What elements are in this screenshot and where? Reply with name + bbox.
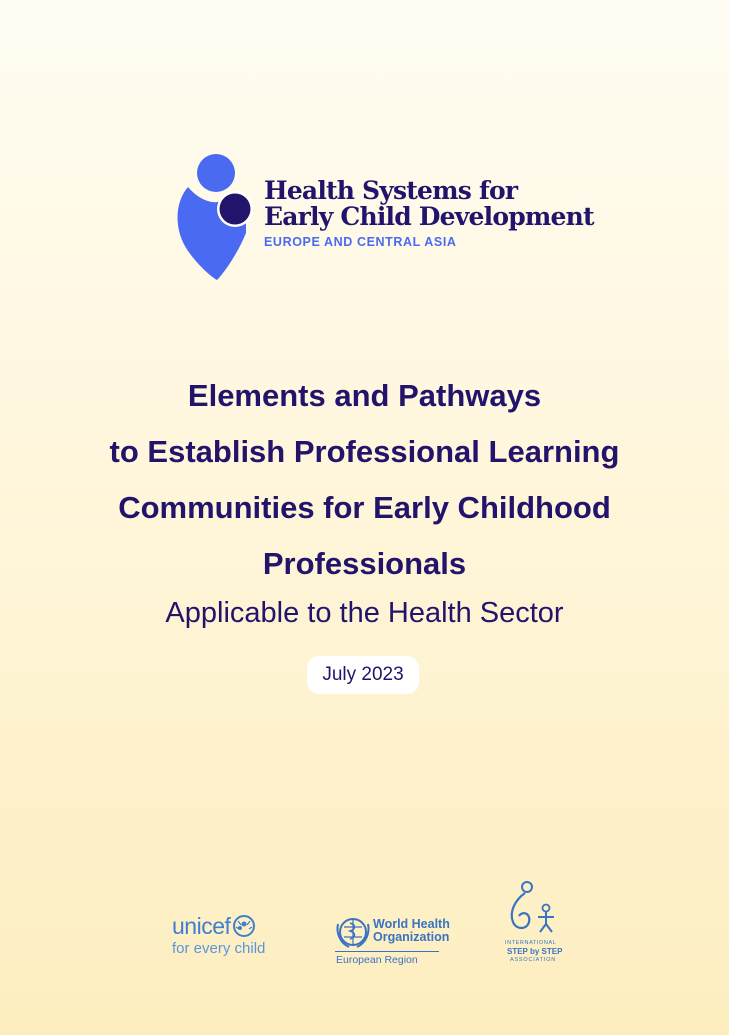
who-emblem-icon — [335, 915, 371, 949]
logo-text — [264, 178, 594, 249]
title-line-3: Communities for Early Childhood — [118, 490, 611, 525]
step-line-3: ASSOCIATION — [510, 957, 556, 963]
unicef-logo — [172, 913, 272, 969]
document-subtitle: Applicable to the Health Sector — [165, 597, 564, 629]
who-name-line-2: Organization — [373, 930, 450, 944]
logo-title-line-2: Early Child Development — [264, 202, 594, 231]
header-logo — [176, 153, 594, 283]
who-name — [373, 918, 450, 944]
unicef-tagline: for every child — [172, 940, 266, 957]
who-region: European Region — [336, 954, 418, 966]
step-line-1: INTERNATIONAL — [505, 940, 557, 946]
mother-child-logo-icon — [176, 153, 256, 281]
date-badge: July 2023 — [307, 656, 419, 694]
who-logo — [333, 915, 453, 971]
step-by-step-figures-icon — [505, 880, 561, 938]
document-title — [0, 368, 729, 636]
title-line-2: to Establish Professional Learning — [109, 434, 620, 469]
unicef-wordmark: unicef — [172, 913, 231, 939]
who-divider — [335, 951, 439, 952]
title-line-4: Professionals — [262, 546, 467, 581]
step-by-step-logo — [505, 880, 565, 970]
logo-region: EUROPE AND CENTRAL ASIA — [264, 235, 457, 249]
logo-title-line-1: Health Systems for — [264, 176, 518, 205]
step-line-2: STEP by STEP — [507, 947, 563, 956]
unicef-globe-icon — [232, 915, 256, 937]
title-line-1: Elements and Pathways — [187, 378, 542, 413]
who-name-line-1: World Health — [373, 917, 450, 931]
